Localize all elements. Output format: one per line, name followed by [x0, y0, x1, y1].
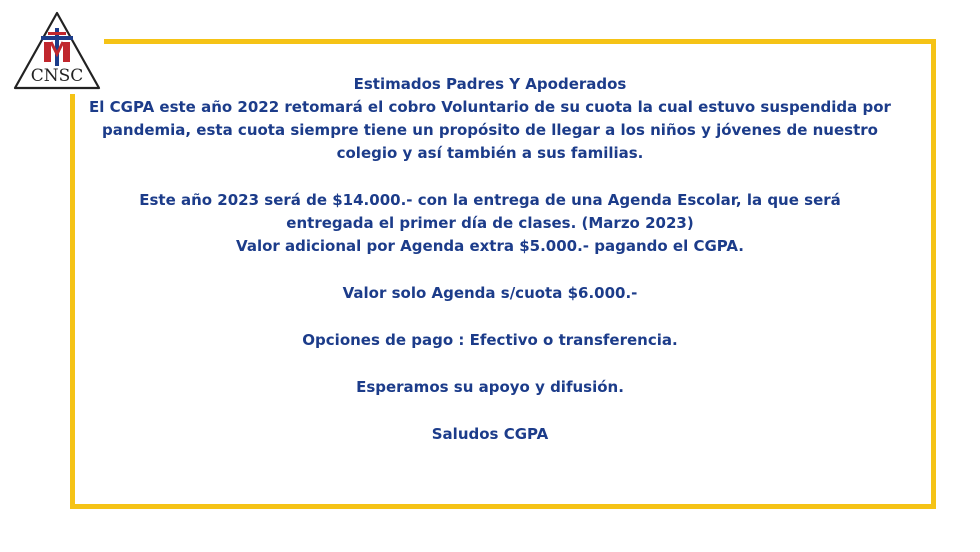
greeting: Estimados Padres Y Apoderados: [353, 75, 627, 93]
agenda-only-price: Valor solo Agenda s/cuota $6.000.-: [342, 284, 638, 302]
paragraph2-line1: Este año 2023 será de $14.000.- con la entrega de una Agenda Escolar, la que será: [139, 191, 841, 209]
letter-body: [84, 73, 896, 446]
paragraph1-line1: El CGPA este año 2022 retomará el cobro Voluntario de su cuota la cual estuvo suspendida por: [89, 98, 891, 116]
paragraph2-line3: Valor adicional por Agenda extra $5.000.- pagando el CGPA.: [236, 237, 744, 255]
closing: Saludos CGPA: [431, 425, 549, 443]
paragraph1-line2: pandemia, esta cuota siempre tiene un propósito de llegar a los niños y jóvenes de nuestro: [102, 121, 878, 139]
paragraph2-line2: entregada el primer día de clases. (Marzo 2023): [286, 214, 694, 232]
svg-text:CNSC: CNSC: [30, 66, 84, 86]
paragraph1-line3: colegio y así también a sus familias.: [336, 144, 644, 162]
payment-options: Opciones de pago : Efectivo o transferencia.: [302, 331, 678, 349]
support-message: Esperamos su apoyo y difusión.: [356, 378, 624, 396]
